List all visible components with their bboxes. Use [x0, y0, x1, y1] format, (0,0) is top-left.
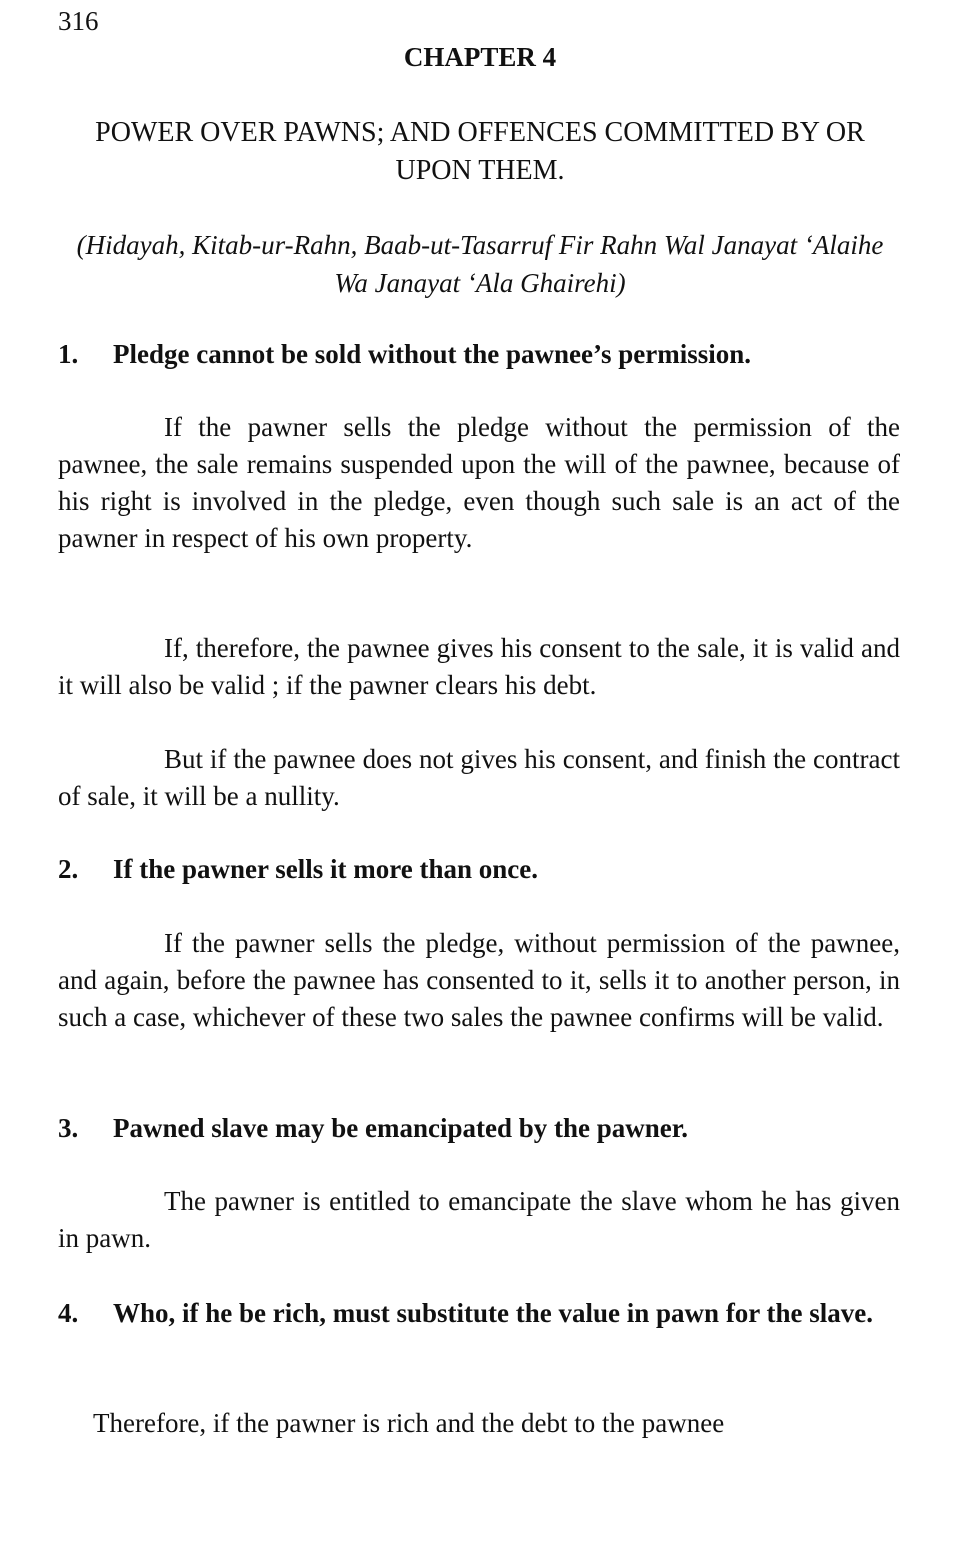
section-number: 2.: [58, 854, 79, 884]
chapter-title: CHAPTER 4: [403, 42, 557, 72]
chapter-source: (Hidayah, Kitab-ur-Rahn, Baab-ut-Tasarruf Fir Rahn Wal Janayat ‘Alaihe Wa Janayat ‘Ala Ghairehi): [76, 230, 884, 298]
section-heading-1: [58, 336, 900, 373]
page-number: 316: [58, 6, 99, 36]
section-heading-4: [58, 1295, 900, 1332]
section-heading-text: If the pawner sells it more than once.: [113, 854, 538, 884]
section-number: 1.: [58, 339, 79, 369]
paragraph: But if the pawnee does not gives his consent, and finish the contract of sale, it will be a nullity.: [58, 744, 900, 811]
section-heading-text: Who, if he be rich, must substitute the value in pawn for the slave.: [113, 1298, 874, 1328]
section-number: 3.: [58, 1113, 79, 1143]
chapter-subtitle: POWER OVER PAWNS; AND OFFENCES COMMITTED BY OR UPON THEM.: [95, 117, 865, 186]
section-heading-2: [58, 851, 900, 888]
paragraph: If, therefore, the pawnee gives his consent to the sale, it is valid and it will also be valid ; if the pawner clears his debt.: [58, 633, 900, 700]
paragraph: The pawner is entitled to emancipate the slave whom he has given in pawn.: [58, 1186, 900, 1253]
section-heading-3: [58, 1110, 900, 1147]
section-number: 4.: [58, 1298, 79, 1328]
paragraph: If the pawner sells the pledge without the permission of the pawnee, the sale remains suspended upon the will of the pawnee, because of his right is involved in the pledge, even though such sale is an act of the pawner in respect of his own property.: [58, 412, 900, 553]
paragraph: If the pawner sells the pledge, without permission of the pawnee, and again, before the pawnee has consented to it, sells it to another person, in such a case, whichever of these two sales the pawnee confirms will be valid.: [58, 928, 900, 1032]
section-heading-text: Pawned slave may be emancipated by the pawner.: [113, 1113, 689, 1143]
section-heading-text: Pledge cannot be sold without the pawnee’s permission.: [113, 339, 752, 369]
paragraph: Therefore, if the pawner is rich and the debt to the pawnee: [93, 1408, 725, 1438]
